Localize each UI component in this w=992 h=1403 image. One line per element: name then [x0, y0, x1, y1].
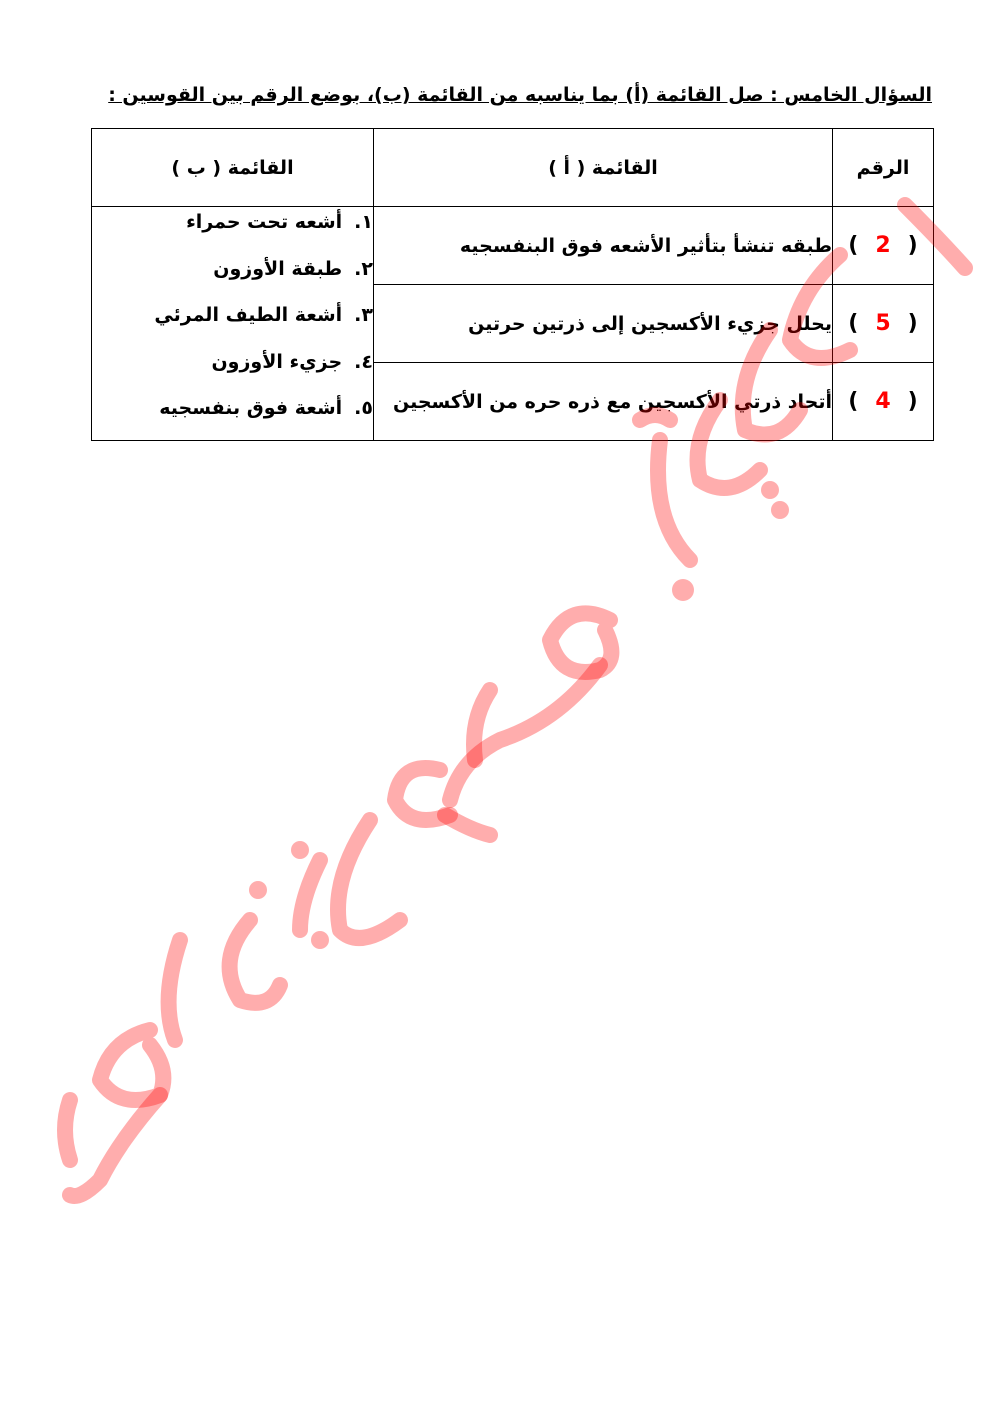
list-b-number: ٤.	[354, 350, 373, 373]
list-b-text: أشعة الطيف المرئي	[154, 304, 343, 326]
list-b-cell	[92, 207, 374, 441]
answer-value: 4	[875, 389, 891, 414]
answer-cell[interactable]	[833, 207, 934, 285]
matching-table	[91, 128, 934, 441]
header-list-b: القائمة ( ب )	[92, 129, 374, 207]
list-item	[92, 347, 373, 394]
close-paren: )	[848, 233, 859, 258]
header-number: الرقم	[833, 129, 934, 207]
list-b-number: ٢.	[354, 257, 373, 280]
header-list-a: القائمة ( أ )	[374, 129, 833, 207]
list-item	[92, 254, 373, 301]
list-item	[92, 393, 373, 440]
close-paren: )	[848, 389, 859, 414]
answer-cell[interactable]	[833, 363, 934, 441]
answer-value: 2	[875, 233, 891, 258]
list-b-number: ١.	[354, 211, 373, 233]
list-a-item: أتحاد ذرتي الأكسجين مع ذره حره من الأكسجين	[374, 363, 833, 441]
question-title: السؤال الخامس : صل القائمة (أ) بما يناسبه من القائمة (ب)، بوضع الرقم بين القوسين :	[108, 84, 932, 106]
list-b-text: أشعة فوق بنفسجيه	[159, 397, 343, 419]
list-b-text: أشعه تحت حمراء	[186, 211, 343, 233]
list-b-text: جزيء الأوزون	[211, 350, 343, 373]
open-paren: (	[907, 233, 918, 258]
list-item	[92, 300, 373, 347]
list-b-number: ٣.	[354, 304, 373, 326]
list-item	[92, 207, 373, 254]
open-paren: (	[907, 389, 918, 414]
answer-value: 5	[875, 311, 891, 336]
list-b-number: ٥.	[354, 397, 373, 419]
list-a-item: يحلل جزيء الأكسجين إلى ذرتين حرتين	[374, 285, 833, 363]
table-header-row	[92, 129, 934, 207]
open-paren: (	[907, 311, 918, 336]
list-b	[92, 207, 373, 440]
list-a-item: طبقه تنشأ بتأثير الأشعه فوق البنفسجيه	[374, 207, 833, 285]
list-b-text: طبقة الأوزون	[213, 257, 343, 280]
close-paren: )	[848, 311, 859, 336]
table-row	[92, 207, 934, 285]
answer-cell[interactable]	[833, 285, 934, 363]
